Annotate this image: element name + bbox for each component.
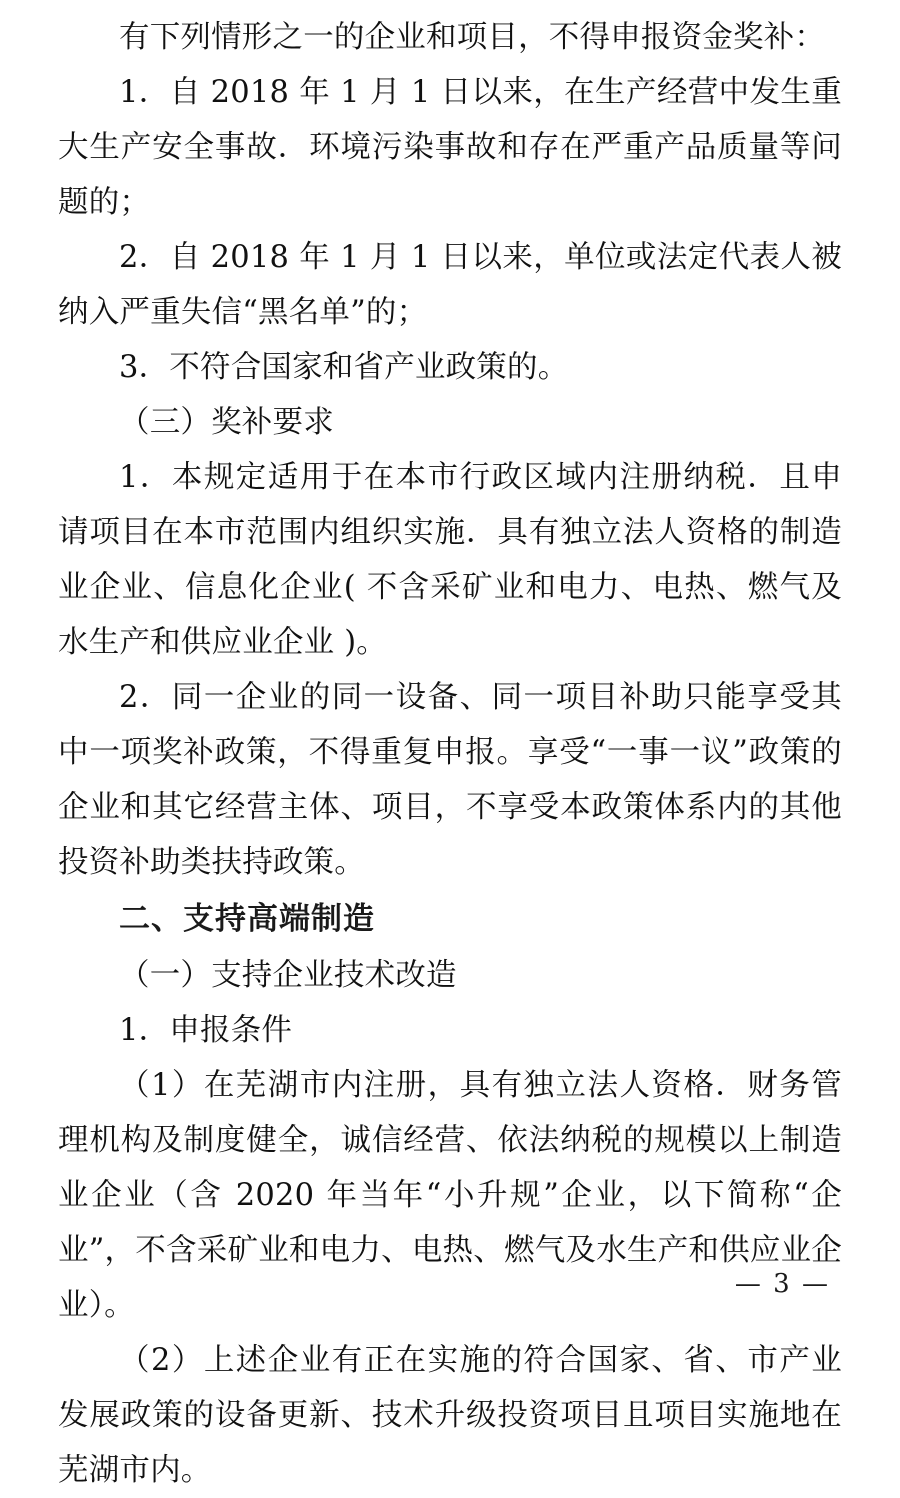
page-number: — 3 — bbox=[734, 1269, 830, 1299]
paragraph-requirement-1: 1．本规定适用于在本市行政区域内注册纳税．且申请项目在本市范围内组织实施．具有独立法人资格的制造业企业、信息化企业( 不含采矿业和电力、电热、燃气及水生产和供应业企业 )。 bbox=[58, 460, 842, 660]
paragraph-apply-conditions: 1．申报条件 bbox=[119, 1013, 293, 1048]
paragraph-intro: 有下列情形之一的企业和项目，不得申报资金奖补： bbox=[119, 20, 826, 55]
paragraph-item-2: 2．自 2018 年 1 月 1 日以来，单位或法定代表人被纳入严重失信“黑名单”的； bbox=[58, 240, 842, 330]
paragraph-subsection-one: （一）支持企业技术改造 bbox=[119, 958, 457, 993]
paragraph-condition-1: （1）在芜湖市内注册，具有独立法人资格．财务管理机构及制度健全，诚信经营、依法纳税的规模以上制造业企业（含 2020 年当年“小升规”企业，以下简称“企业”，不含采矿业和电力、电热、燃气及水生产和供应业企业）。 bbox=[58, 1068, 842, 1323]
paragraph-item-1: 1．自 2018 年 1 月 1 日以来，在生产经营中发生重大生产安全事故．环境污染事故和存在严重产品质量等问题的； bbox=[58, 75, 842, 220]
paragraph-section-three: （三）奖补要求 bbox=[119, 405, 334, 440]
paragraph-condition-2: （2）上述企业有正在实施的符合国家、省、市产业发展政策的设备更新、技术升级投资项目且项目实施地在芜湖市内。 bbox=[58, 1343, 842, 1488]
heading-section-two: 二、支持高端制造 bbox=[119, 901, 375, 937]
paragraph-item-3: 3．不符合国家和省产业政策的。 bbox=[119, 350, 569, 385]
paragraph-requirement-2: 2．同一企业的同一设备、同一项目补助只能享受其中一项奖补政策，不得重复申报。享受“一事一议”政策的企业和其它经营主体、项目，不享受本政策体系内的其他投资补助类扶持政策。 bbox=[58, 680, 842, 880]
